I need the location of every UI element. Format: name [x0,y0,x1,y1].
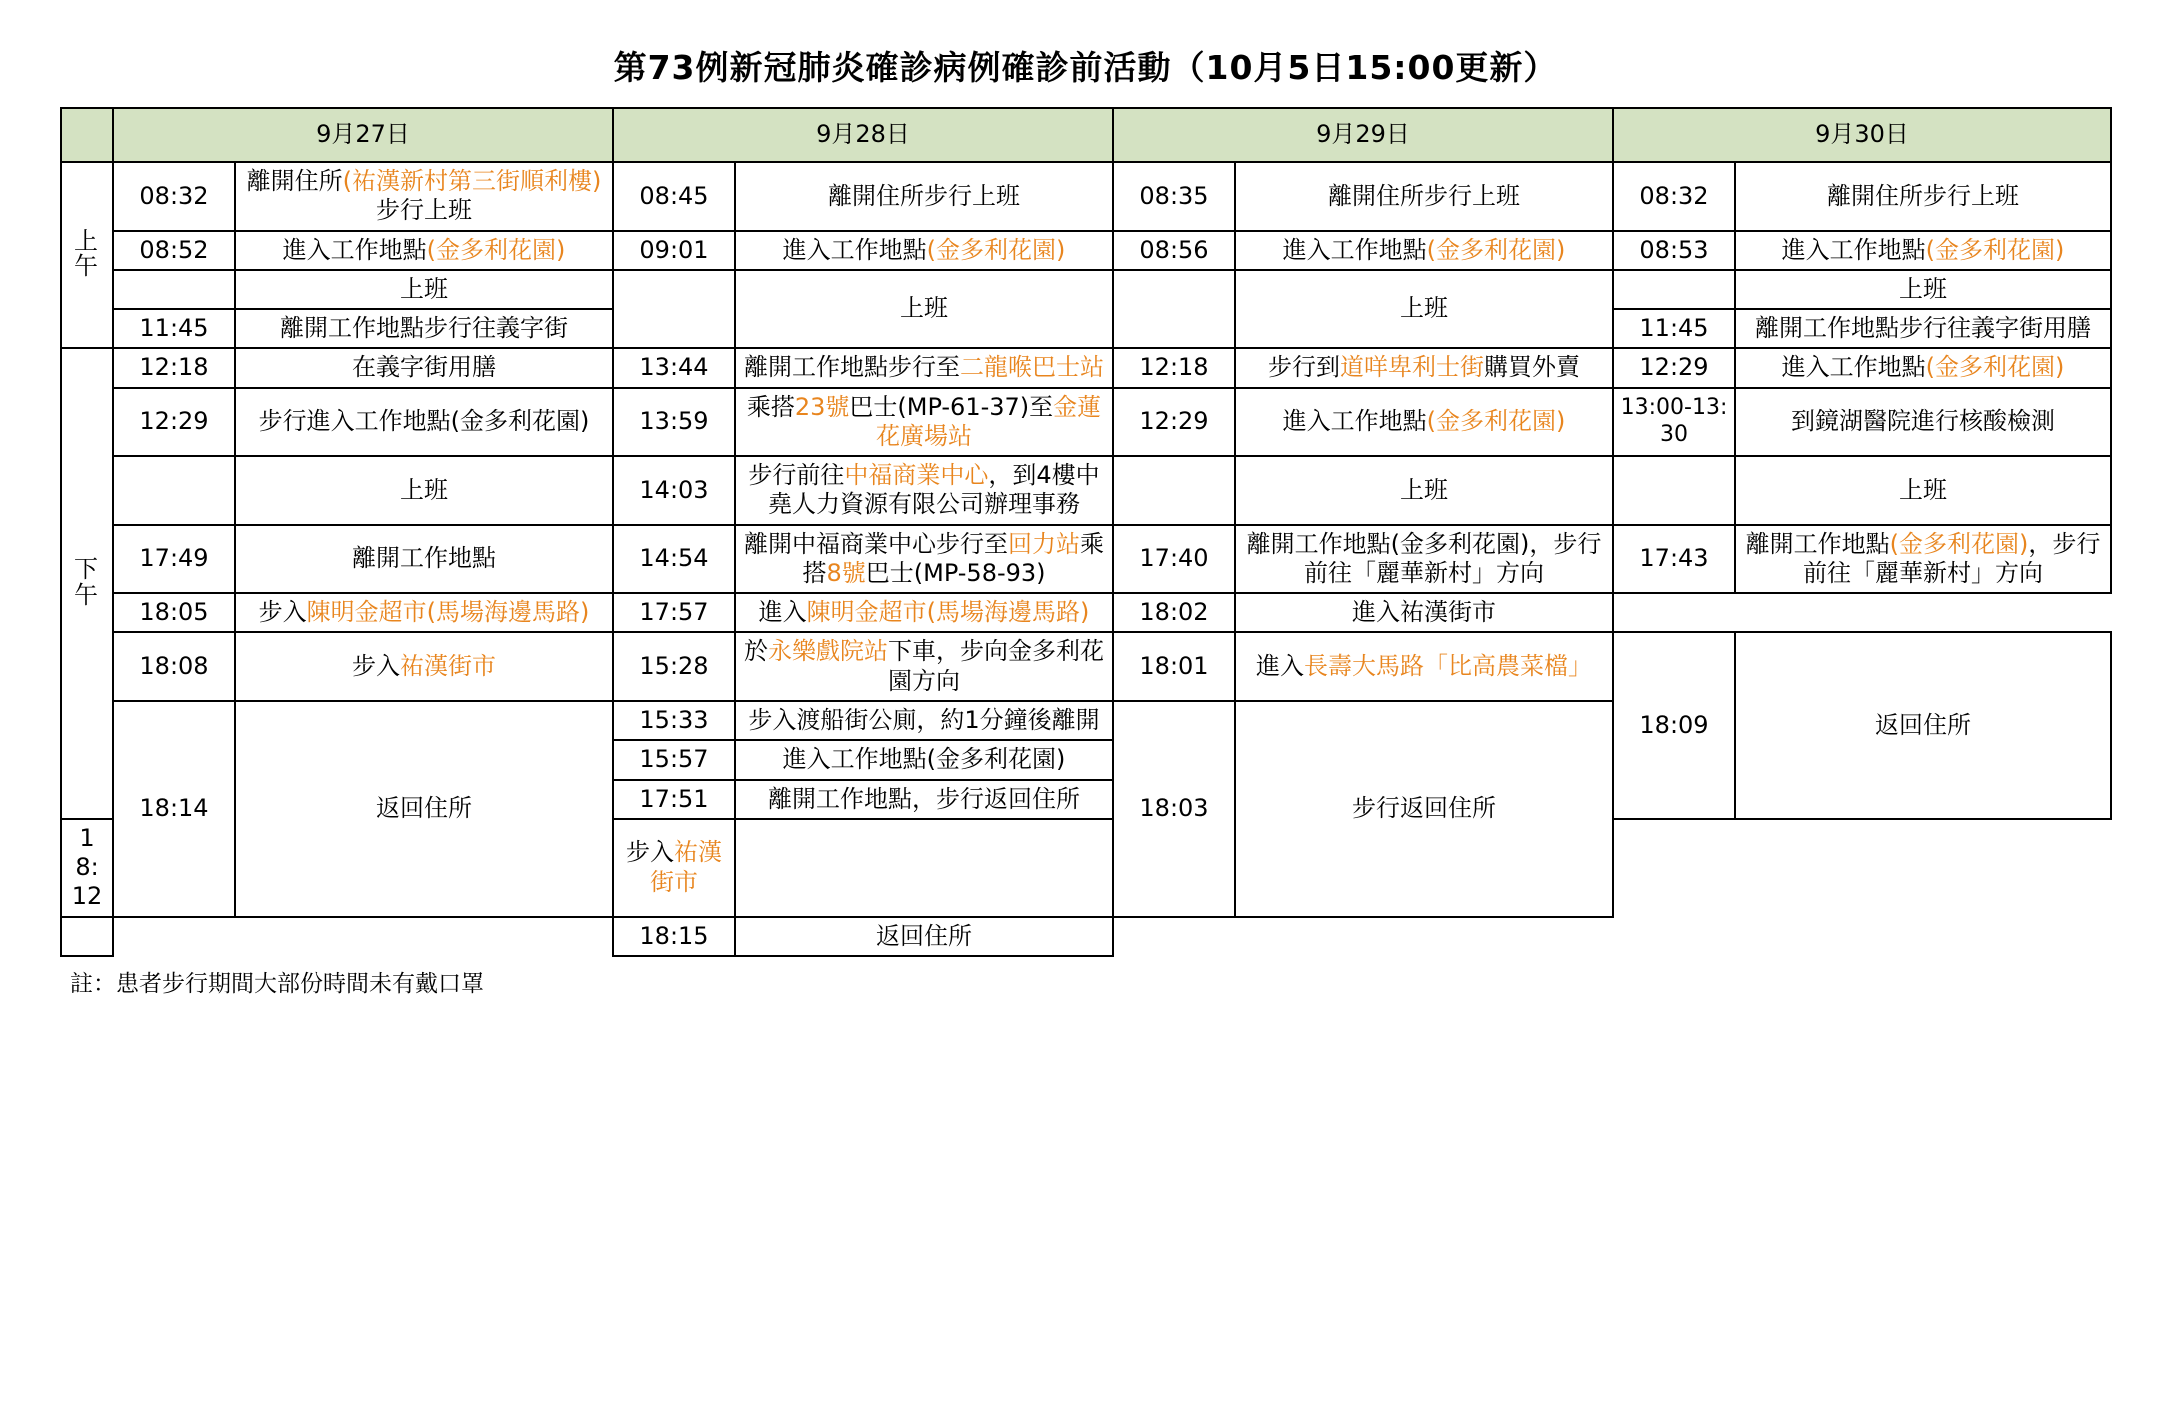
time-cell: 13:00-13:30 [1613,388,1735,457]
activity-cell: 離開中福商業中心步行至回力站乘搭8號巴士(MP-58-93) [735,525,1113,594]
time-cell: 08:45 [613,162,735,231]
activity-cell: 返回住所 [235,701,613,917]
activity-cell: 步入祐漢街市 [613,819,735,917]
time-cell: 18:15 [613,917,735,956]
period-label-am: 上午 [61,162,113,348]
activity-cell: 上班 [1735,456,2111,525]
time-cell: 18:12 [61,819,113,917]
time-cell: 18:09 [1613,632,1735,818]
column-header-sep30: 9月30日 [1613,108,2111,162]
activity-cell: 進入工作地點(金多利花園) [1235,231,1613,270]
activity-cell: 在義字街用膳 [235,348,613,387]
activity-cell: 進入工作地點(金多利花園) [735,740,1113,779]
activity-cell [1735,917,2111,956]
activity-cell: 離開工作地點步行至二龍喉巴士站 [735,348,1113,387]
activity-cell: 上班 [235,456,613,525]
activity-cell: 上班 [1235,456,1613,525]
time-cell: 17:43 [1613,525,1735,594]
activity-cell: 離開住所步行上班 [1235,162,1613,231]
activity-cell: 步入陳明金超市(馬場海邊馬路) [235,593,613,632]
time-cell: 12:18 [1113,348,1235,387]
time-cell: 11:45 [113,309,235,348]
time-cell: 18:03 [1113,701,1235,917]
activity-schedule-table [60,107,2112,957]
time-cell: 18:14 [113,701,235,917]
time-cell: 15:28 [613,632,735,701]
time-cell: 09:01 [613,231,735,270]
time-cell: 17:57 [613,593,735,632]
time-cell: 08:52 [113,231,235,270]
activity-cell: 進入工作地點(金多利花園) [735,231,1113,270]
time-cell [1113,917,1235,956]
time-cell: 15:33 [613,701,735,740]
table-row [61,593,2111,632]
table-row [61,456,2111,525]
table-corner-cell [61,108,113,162]
activity-cell: 步行到道咩卑利士街購買外賣 [1235,348,1613,387]
activity-cell: 上班 [235,270,613,309]
time-cell [113,270,235,309]
activity-cell: 返回住所 [1735,632,2111,818]
activity-cell [1235,917,1613,956]
time-cell [1113,270,1235,349]
activity-cell: 到鏡湖醫院進行核酸檢測 [1735,388,2111,457]
time-cell: 11:45 [1613,309,1735,348]
period-label-pm: 下午 [61,348,113,818]
time-cell: 08:32 [113,162,235,231]
time-cell: 18:01 [1113,632,1235,701]
activity-cell: 步行前往中福商業中心，到4樓中堯人力資源有限公司辦理事務 [735,456,1113,525]
time-cell: 12:29 [1113,388,1235,457]
time-cell: 17:51 [613,780,735,819]
time-cell: 15:57 [613,740,735,779]
time-cell: 18:08 [113,632,235,701]
time-cell [1613,917,1735,956]
activity-cell: 步行返回住所 [1235,701,1613,917]
activity-cell: 上班 [1235,270,1613,349]
time-cell: 08:32 [1613,162,1735,231]
time-cell [113,917,235,956]
table-header-row [61,108,2111,162]
activity-cell: 步入渡船街公廁，約1分鐘後離開 [735,701,1113,740]
table-row [61,348,2111,387]
activity-cell: 進入祐漢街市 [1235,593,1613,632]
time-cell [1613,270,1735,309]
table-row [61,917,2111,956]
time-cell: 08:53 [1613,231,1735,270]
activity-cell: 乘搭23號巴士(MP-61-37)至金蓮花廣場站 [735,388,1113,457]
activity-cell: 離開住所(祐漢新村第三街順利樓)步行上班 [235,162,613,231]
activity-cell: 進入長壽大馬路「比高農菜檔」 [1235,632,1613,701]
activity-cell: 離開工作地點步行往義字街用膳 [1735,309,2111,348]
time-cell: 13:44 [613,348,735,387]
activity-cell: 上班 [735,270,1113,349]
time-cell: 17:49 [113,525,235,594]
time-cell: 12:18 [113,348,235,387]
column-header-sep29: 9月29日 [1113,108,1613,162]
time-cell: 14:54 [613,525,735,594]
activity-cell [235,917,613,956]
footnote: 註：患者步行期間大部份時間未有戴口罩 [70,970,484,997]
table-row [61,270,2111,309]
time-cell: 08:35 [1113,162,1235,231]
column-header-sep27: 9月27日 [113,108,613,162]
time-cell: 17:40 [1113,525,1235,594]
table-row [61,388,2111,457]
time-cell [613,270,735,349]
activity-cell: 進入工作地點(金多利花園) [1735,231,2111,270]
table-row [61,162,2111,231]
activity-cell: 離開工作地點 [235,525,613,594]
time-cell [113,456,235,525]
activity-cell: 離開住所步行上班 [1735,162,2111,231]
activity-cell: 進入工作地點(金多利花園) [1235,388,1613,457]
activity-cell: 離開工作地點(金多利花園)，步行前往「麗華新村」方向 [1735,525,2111,594]
activity-cell: 步入祐漢街市 [235,632,613,701]
activity-cell: 離開工作地點步行往義字街 [235,309,613,348]
time-cell: 13:59 [613,388,735,457]
period-spacer [61,917,113,956]
activity-cell: 返回住所 [735,917,1113,956]
column-header-sep28: 9月28日 [613,108,1113,162]
activity-cell: 進入陳明金超市(馬場海邊馬路) [735,593,1113,632]
activity-cell: 離開工作地點(金多利花園)，步行前往「麗華新村」方向 [1235,525,1613,594]
table-row [61,632,2111,701]
activity-cell: 進入工作地點(金多利花園) [235,231,613,270]
time-cell: 18:02 [1113,593,1235,632]
time-cell [1113,456,1235,525]
activity-cell: 於永樂戲院站下車，步向金多利花園方向 [735,632,1113,701]
activity-cell: 離開工作地點，步行返回住所 [735,780,1113,819]
page-title: 第73例新冠肺炎確診病例確診前活動（10月5日15:00更新） [613,48,1558,87]
time-cell: 12:29 [113,388,235,457]
time-cell: 12:29 [1613,348,1735,387]
time-cell [1613,456,1735,525]
activity-cell: 上班 [1735,270,2111,309]
time-cell: 14:03 [613,456,735,525]
activity-cell: 離開住所步行上班 [735,162,1113,231]
activity-cell: 步行進入工作地點(金多利花園) [235,388,613,457]
activity-cell: 進入工作地點(金多利花園) [1735,348,2111,387]
table-row [61,231,2111,270]
time-cell: 18:05 [113,593,235,632]
time-cell: 08:56 [1113,231,1235,270]
